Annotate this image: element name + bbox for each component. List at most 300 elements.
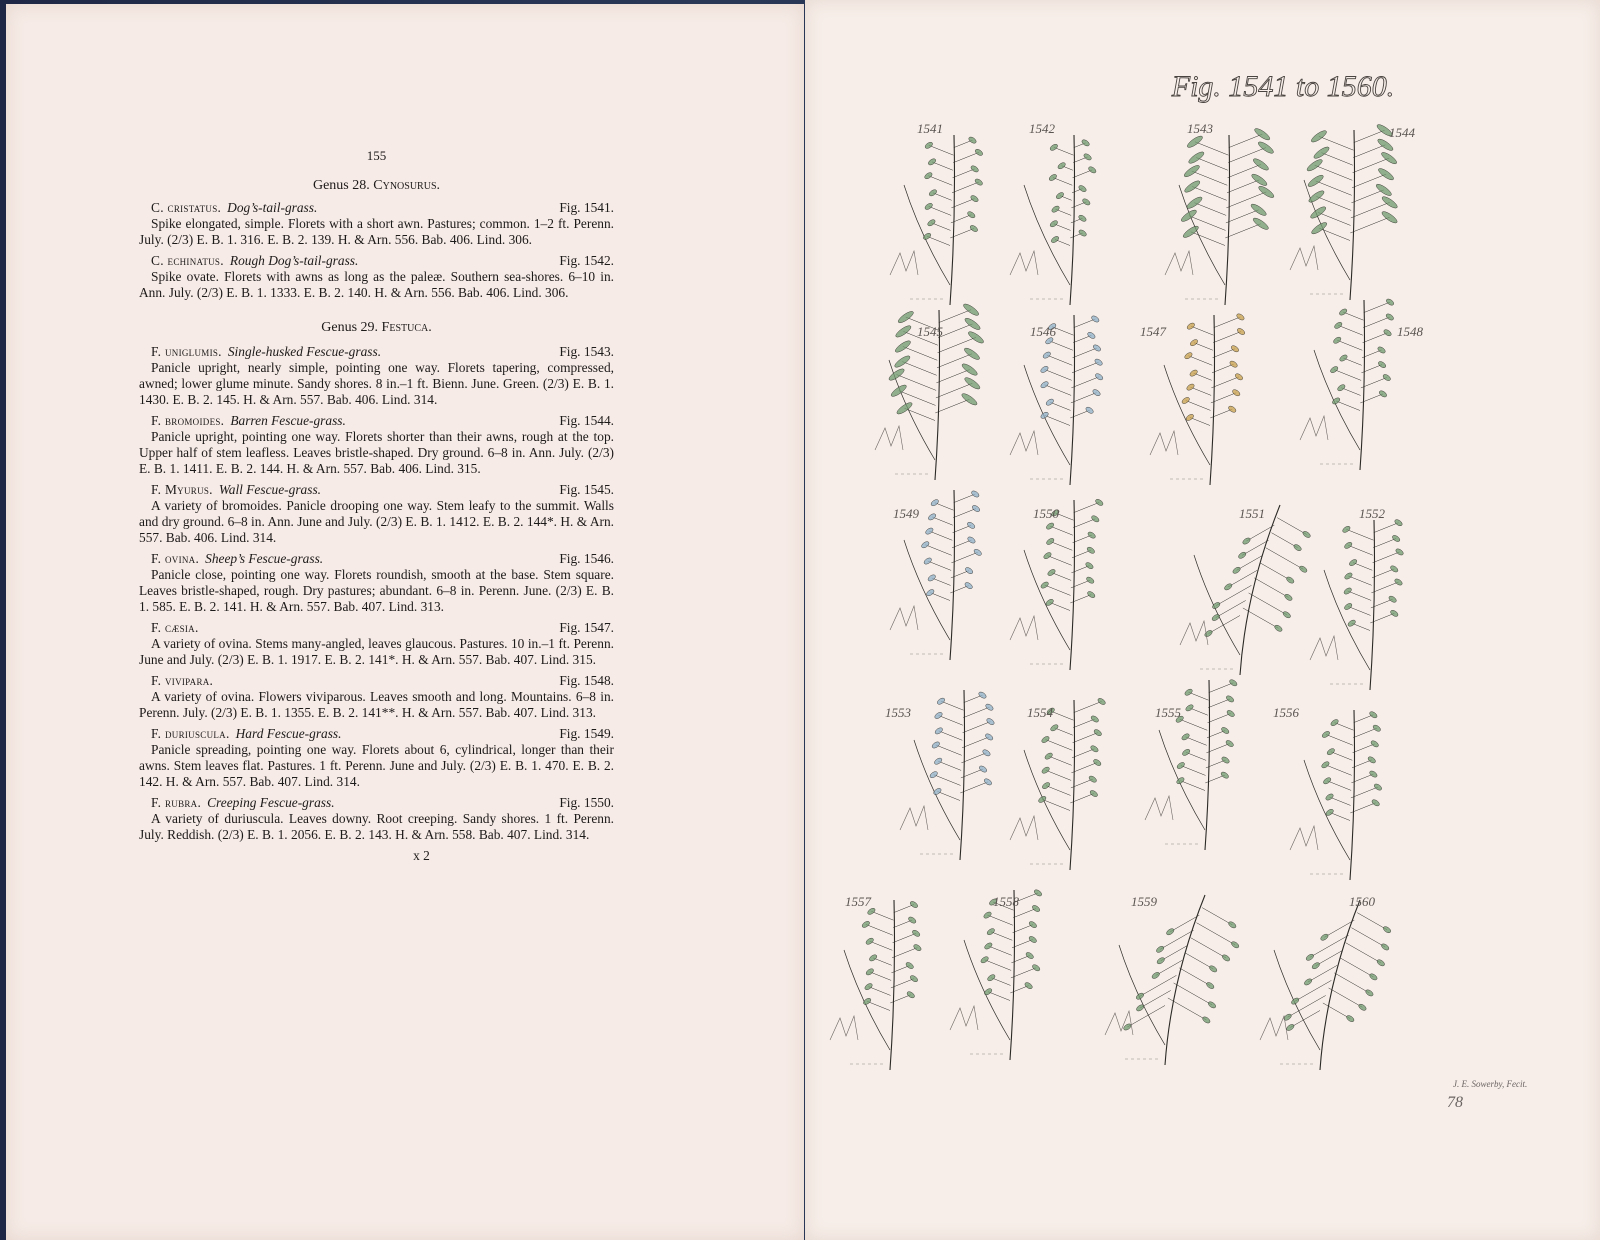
spikelet: [934, 727, 944, 736]
grass-stem: [1205, 680, 1210, 850]
spikelet-branch: [939, 715, 963, 725]
spikelet-branch: [985, 960, 1012, 971]
spikelet: [1389, 609, 1399, 618]
spikelet-branch: [1209, 683, 1234, 693]
spikelet: [1078, 229, 1088, 238]
spikelet: [1040, 411, 1050, 420]
spikelet-branch: [1348, 591, 1371, 600]
spikelet-branch: [1127, 1006, 1165, 1027]
spikelet-branch: [1168, 998, 1206, 1020]
spikelet: [893, 354, 911, 369]
spikelet: [1385, 298, 1395, 307]
spikelet-branch: [1246, 525, 1274, 541]
spikelet: [1040, 581, 1050, 590]
spikelet: [1337, 383, 1347, 392]
entry-description: A variety of ovina. Stems many-angled, leaves glaucous. Pastures. 10 in.–1 ft. Perenn. June and July. (2/3) E. B. 1. 1917. E. B. 2. 141*. H. & Arn. 557. Bab. 407. Lind. 315.: [139, 636, 614, 667]
spikelet: [1380, 210, 1398, 225]
spikelet-branch: [1054, 147, 1074, 155]
spikelet: [1321, 760, 1331, 769]
entry-names: [151, 253, 358, 269]
spikelet: [1204, 629, 1214, 638]
spikelet-branch: [1295, 980, 1331, 1001]
spikelet: [1382, 373, 1392, 382]
grass-stem: [1240, 505, 1280, 675]
spikelet: [1282, 610, 1292, 619]
spikelet-branch: [932, 578, 951, 586]
floret-detail-sketch: [1290, 826, 1318, 850]
spikelet-branch: [1202, 908, 1232, 925]
grass-stem: [950, 490, 955, 660]
spikelet-branch: [963, 722, 991, 733]
spikelet: [1048, 173, 1058, 182]
spikelet: [1085, 576, 1095, 585]
spikelet: [1025, 951, 1035, 960]
spikelet: [1041, 766, 1051, 775]
spikelet: [1078, 214, 1088, 223]
spikelet-branch: [938, 761, 961, 770]
grass-stem: [1070, 700, 1075, 870]
spikelet: [1041, 735, 1051, 744]
floret-detail-sketch: [1150, 431, 1178, 455]
genus-name: Cynosurus.: [373, 178, 441, 193]
spikelet-branch: [1206, 744, 1229, 753]
spikelet-branch: [1350, 217, 1389, 233]
spikelet-branch: [1319, 228, 1350, 240]
spikelet: [1078, 184, 1088, 193]
grass-stem: [1165, 895, 1205, 1065]
spikelet: [1332, 336, 1342, 345]
floret-detail-sketch: [1300, 416, 1328, 440]
spikelet: [894, 324, 912, 339]
spikelet: [1391, 534, 1401, 543]
grass-leaf: [1304, 760, 1350, 860]
plate-title: Fig. 1541 to 1560.: [1171, 70, 1395, 103]
spikelet: [894, 339, 912, 354]
spikelet-branch: [1228, 570, 1257, 587]
spikelet: [986, 717, 996, 726]
spikelet: [1231, 388, 1241, 397]
spikelet-branch: [963, 707, 989, 718]
spikelet: [966, 210, 976, 219]
species-name: F. bromoides.: [151, 413, 225, 428]
spikelet: [1227, 920, 1237, 929]
spikelet: [1165, 927, 1175, 936]
figure-reference: Fig. 1550.: [559, 795, 614, 810]
spikelet: [1285, 1023, 1295, 1032]
spikelet: [1094, 358, 1104, 367]
spikelet: [933, 757, 943, 766]
spikelet: [1087, 331, 1097, 340]
spikelet: [933, 787, 943, 796]
spikelet: [1086, 590, 1096, 599]
spikelet: [1057, 161, 1067, 170]
spikelet: [964, 581, 974, 590]
spikelet-branch: [1325, 765, 1351, 776]
spikelet: [985, 703, 995, 712]
spikelet-branch: [960, 782, 988, 793]
spikelet-branch: [939, 731, 962, 740]
spikelet: [1320, 933, 1330, 942]
grass-stem: [1370, 520, 1375, 690]
spikelet: [1185, 413, 1195, 422]
grass-leaf: [1024, 550, 1070, 650]
spikelet: [911, 929, 921, 938]
spikelet: [909, 900, 919, 909]
spikelet: [1381, 195, 1399, 210]
grass-stem: [1350, 130, 1355, 300]
spikelet: [1228, 678, 1238, 687]
spikelet: [1220, 726, 1230, 735]
spikelet: [963, 376, 981, 391]
spikelet: [1389, 565, 1399, 574]
spikelet: [1041, 781, 1051, 790]
spikelet: [1325, 793, 1335, 802]
spikelet: [1307, 173, 1325, 188]
spikelet: [1083, 153, 1093, 162]
spikelet: [1343, 541, 1353, 550]
species-name: C. cristatus.: [151, 200, 222, 215]
spikelet-branch: [1071, 393, 1097, 403]
spikelet: [1227, 405, 1237, 414]
floret-detail-sketch: [1260, 1016, 1288, 1040]
species-entry: [139, 551, 614, 615]
spikelet: [1135, 992, 1145, 1001]
figure-label: 1553: [885, 705, 911, 720]
entry-names: [151, 620, 205, 636]
spikelet: [963, 316, 981, 331]
spikelet: [984, 733, 994, 742]
spikelet-branch: [1049, 341, 1073, 350]
entry-description: A variety of duriuscula. Leaves downy. Root creeping. Sandy shores. 1 ft. Perenn. July. Reddish. (2/3) E. B. 1. 2056. E. B. 2. 143. H. & Arn. 558. Bab. 407. Lind. 314.: [139, 811, 614, 842]
entry-description: Spike elongated, simple. Florets with a short awn. Pastures; common. 1–2 ft. Perenn. July. (2/3) E. B. 1. 316. E. B. 2. 139. H. & Arn. 556. Bab. 406. Lind. 306.: [139, 216, 614, 247]
spikelet-branch: [1327, 781, 1351, 791]
spikelet-branch: [1260, 563, 1290, 580]
floret-detail-sketch: [830, 1016, 858, 1040]
spikelet: [922, 232, 932, 241]
spikelet: [1028, 935, 1038, 944]
spikelet-branch: [1186, 752, 1206, 760]
spikelet: [1303, 978, 1313, 987]
spikelet-branch: [1277, 518, 1306, 535]
grass-stem: [890, 900, 895, 1070]
spikelet: [1252, 216, 1270, 231]
spikelet: [1343, 587, 1353, 596]
spikelet: [970, 165, 980, 174]
spikelet: [906, 990, 916, 999]
entry-description: Panicle close, pointing one way. Florets roundish, smooth at the base. Stem square. Leaves bristle-shaped, rough. Dry pastures; abundant. 6–8 in. Perenn. June. (2/3) E. B. 1. 585. E. B. 2. 141. H. & Arn. 557. Bab. 407. Lind. 313.: [139, 567, 614, 614]
spikelet: [968, 136, 978, 145]
spikelet-branch: [938, 324, 972, 338]
spikelet-branch: [1196, 923, 1235, 945]
spikelet: [970, 490, 980, 499]
spikelet-branch: [1353, 744, 1375, 753]
spikelet: [1236, 327, 1246, 336]
spikelet-branch: [1194, 203, 1226, 216]
spikelet: [1090, 715, 1100, 724]
spikelet-branch: [1191, 938, 1226, 958]
spikelet: [982, 748, 992, 757]
spikelet-branch: [1334, 973, 1369, 993]
entry-names: [151, 344, 381, 360]
spikelet-branch: [1073, 519, 1095, 528]
spikelet-branch: [988, 946, 1011, 955]
spikelet-branch: [1371, 582, 1398, 593]
spikelet-branch: [902, 362, 936, 376]
entry-description: A variety of bromoides. Panicle drooping one way. Stem leafy to the summit. Walls and dry ground. 6–8 in. Ann. June and July. (2/3) E. B. 1. 1412. E. B. 2. 144*. H. & Arn. 557. Bab. 406. Lind. 314.: [139, 498, 614, 545]
figure-reference: Fig. 1543.: [559, 344, 614, 359]
spikelet: [1205, 981, 1215, 990]
spikelet: [1372, 724, 1382, 733]
spikelet: [1087, 165, 1097, 174]
spikelet: [864, 982, 874, 991]
spikelet: [1377, 360, 1387, 369]
floret-detail-sketch: [950, 1006, 978, 1030]
species-entry: [139, 795, 614, 843]
spikelet-branch: [893, 933, 917, 942]
spikelet-branch: [1073, 733, 1098, 743]
spikelet: [971, 504, 981, 513]
spikelet-branch: [873, 958, 892, 965]
spikelet-branch: [933, 193, 952, 201]
spikelet-branch: [935, 399, 969, 413]
spikelet: [1085, 406, 1095, 415]
spikelet-branch: [1179, 968, 1210, 986]
spikelet-branch: [1190, 417, 1210, 425]
spikelet: [1202, 1016, 1212, 1025]
spikelet: [865, 967, 875, 976]
spikelet: [986, 927, 996, 936]
spikelet: [1028, 920, 1038, 929]
figure-label: 1544: [1389, 125, 1415, 140]
entry-names: [151, 413, 346, 429]
spikelet-branch: [1214, 317, 1241, 328]
grass-leaf: [904, 540, 950, 640]
floret-detail-sketch: [1010, 816, 1038, 840]
spikelet: [1037, 795, 1047, 804]
spikelet: [1342, 525, 1352, 534]
spikelet-branch: [1013, 925, 1033, 933]
spikelet-branch: [991, 932, 1012, 941]
grass-stem: [1210, 315, 1215, 485]
spikelet-branch: [953, 509, 976, 518]
spikelet-branch: [1140, 990, 1171, 1007]
spikelet: [1040, 365, 1050, 374]
entry-heading: [139, 795, 614, 811]
figure-label: 1547: [1140, 324, 1166, 339]
spikelet: [928, 188, 938, 197]
spikelet-branch: [1054, 728, 1073, 735]
figure-reference: Fig. 1541.: [559, 200, 614, 215]
spikelet-branch: [1045, 415, 1070, 425]
floret-detail-sketch: [1010, 431, 1038, 455]
grass-leaf: [1304, 180, 1350, 280]
spikelet-branch: [1249, 593, 1287, 615]
spikelet-branch: [929, 206, 951, 215]
spikelet: [1377, 346, 1387, 355]
spikelet-branch: [1351, 190, 1383, 203]
spikelet: [1090, 315, 1100, 324]
spikelet-branch: [1354, 715, 1374, 723]
spikelet: [1221, 954, 1231, 963]
spikelet: [1230, 344, 1240, 353]
entry-names: [151, 551, 323, 567]
spikelet-branch: [934, 775, 961, 786]
spikelet: [1358, 1003, 1368, 1012]
spikelet-branch: [953, 525, 972, 532]
entry-description: Spike ovate. Florets with awns as long as the paleæ. Southern sea-shores. 6–10 in. Ann. July. (2/3) E. B. 1. 1333. E. B. 2. 140. H. & Arn. 556. Bab. 406. Lind. 306.: [139, 269, 614, 300]
spikelet: [1024, 981, 1034, 990]
spikelet: [1312, 145, 1330, 160]
spikelet-branch: [930, 593, 950, 601]
entry-heading: [139, 253, 614, 269]
species-name: F. cæsia.: [151, 620, 199, 635]
spikelet: [1232, 566, 1242, 575]
species-name: F. ovina.: [151, 551, 200, 566]
spikelet-branch: [1072, 362, 1099, 373]
spikelet-branch: [1044, 369, 1071, 380]
spikelet-branch: [1012, 939, 1033, 947]
spikelet-branch: [936, 745, 962, 755]
spikelet-branch: [866, 924, 893, 935]
entry-names: [151, 673, 219, 689]
spikelet-branch: [1372, 569, 1394, 578]
spikelet: [1090, 514, 1100, 523]
spikelet: [1155, 945, 1165, 954]
spikelet-branch: [928, 561, 951, 570]
entry-heading: [139, 344, 614, 360]
spikelet-branch: [1243, 608, 1279, 628]
spikelet: [1383, 328, 1393, 337]
spikelet-branch: [1073, 719, 1095, 728]
entry-heading: [139, 551, 614, 567]
entry-list: [139, 200, 614, 301]
spikelet-branch: [1330, 812, 1350, 820]
spikelet: [1310, 221, 1328, 236]
spikelet: [1253, 127, 1271, 142]
spikelet: [1040, 380, 1050, 389]
figure-label: 1556: [1273, 705, 1299, 720]
spikelet: [1322, 776, 1332, 785]
spikelet: [974, 148, 984, 157]
spikelet-branch: [1191, 326, 1214, 335]
spikelet: [1055, 191, 1065, 200]
grass-stem: [1070, 500, 1075, 670]
spikelet: [1211, 613, 1221, 622]
spikelet: [927, 158, 937, 167]
entry-heading: [139, 726, 614, 742]
spikelet: [1305, 953, 1315, 962]
entry-heading: [139, 200, 614, 216]
spikelet: [1274, 624, 1284, 633]
spikelet: [960, 392, 978, 407]
spikelet: [1208, 965, 1218, 974]
spikelet: [967, 330, 985, 345]
spikelet: [905, 961, 915, 970]
entry-names: [151, 482, 321, 498]
spikelet-branch: [1190, 387, 1211, 395]
figure-reference: Fig. 1545.: [559, 482, 614, 497]
entry-heading: [139, 620, 614, 636]
spikelet-branch: [1188, 356, 1212, 366]
spikelet-branch: [870, 972, 891, 981]
text-page: [6, 4, 804, 1240]
spikelet: [868, 954, 878, 963]
common-name: Wall Fescue-grass.: [218, 482, 321, 497]
spikelet: [1090, 744, 1100, 753]
spikelet-branch: [867, 1001, 890, 1010]
spikelet-branch: [1364, 302, 1390, 313]
floret-detail-sketch: [1165, 251, 1193, 275]
spikelet: [1371, 798, 1381, 807]
spikelet: [1229, 360, 1239, 369]
spikelet-branch: [1049, 756, 1072, 765]
spikelet-branch: [1072, 749, 1094, 758]
spikelet: [1088, 775, 1098, 784]
spikelet-branch: [932, 517, 953, 525]
spikelet: [1045, 398, 1055, 407]
spikelet: [1184, 351, 1194, 360]
spikelet: [978, 765, 988, 774]
spikelet: [1086, 546, 1096, 555]
spikelet: [1375, 182, 1393, 197]
spikelet-branch: [1073, 170, 1093, 178]
spikelet-branch: [929, 145, 954, 155]
spikelet-branch: [988, 992, 1010, 1001]
spikelet: [1369, 973, 1379, 982]
spikelet: [1310, 129, 1328, 144]
botanical-plate: [805, 0, 1600, 1240]
spikelet-branch: [964, 695, 983, 703]
spikelet: [1186, 322, 1196, 331]
figure-label: 1559: [1131, 894, 1157, 909]
spikelet-branch: [925, 545, 951, 556]
spikelet-branch: [1340, 958, 1373, 977]
figure-label: 1554: [1027, 705, 1053, 720]
figure-label: 1552: [1359, 506, 1385, 521]
spikelet-branch: [870, 941, 893, 950]
spikelet: [925, 588, 935, 597]
species-name: F. vivipara.: [151, 673, 214, 688]
spikelet: [1370, 739, 1380, 748]
spikelet: [1187, 150, 1205, 165]
floret-detail-sketch: [1105, 1011, 1133, 1035]
spikelet-branch: [1042, 799, 1070, 810]
spikelet-branch: [1186, 400, 1211, 410]
floret-detail-sketch: [1145, 796, 1173, 820]
spikelet-branch: [1254, 578, 1288, 598]
spikelet-branch: [988, 915, 1013, 925]
spikelet-branch: [1208, 699, 1230, 708]
spikelet-branch: [936, 370, 969, 383]
spikelet: [1180, 208, 1198, 223]
spikelet-branch: [952, 182, 979, 193]
spikelet: [909, 974, 919, 983]
spikelet: [1380, 151, 1398, 166]
spikelet-branch: [1046, 770, 1072, 780]
spikelet: [1345, 1014, 1355, 1023]
figure-label: 1542: [1029, 121, 1055, 136]
species-entry: [139, 253, 614, 301]
figure-reference: Fig. 1548.: [559, 673, 614, 688]
spikelet: [1043, 551, 1053, 560]
spikelet: [1311, 961, 1321, 970]
spikelet: [1223, 582, 1233, 591]
plate-number: 78: [1447, 1094, 1463, 1111]
spikelet-branch: [1266, 548, 1304, 569]
spikelet: [1087, 531, 1097, 540]
spikelet: [1394, 578, 1404, 587]
spikelet-branch: [1351, 787, 1378, 798]
